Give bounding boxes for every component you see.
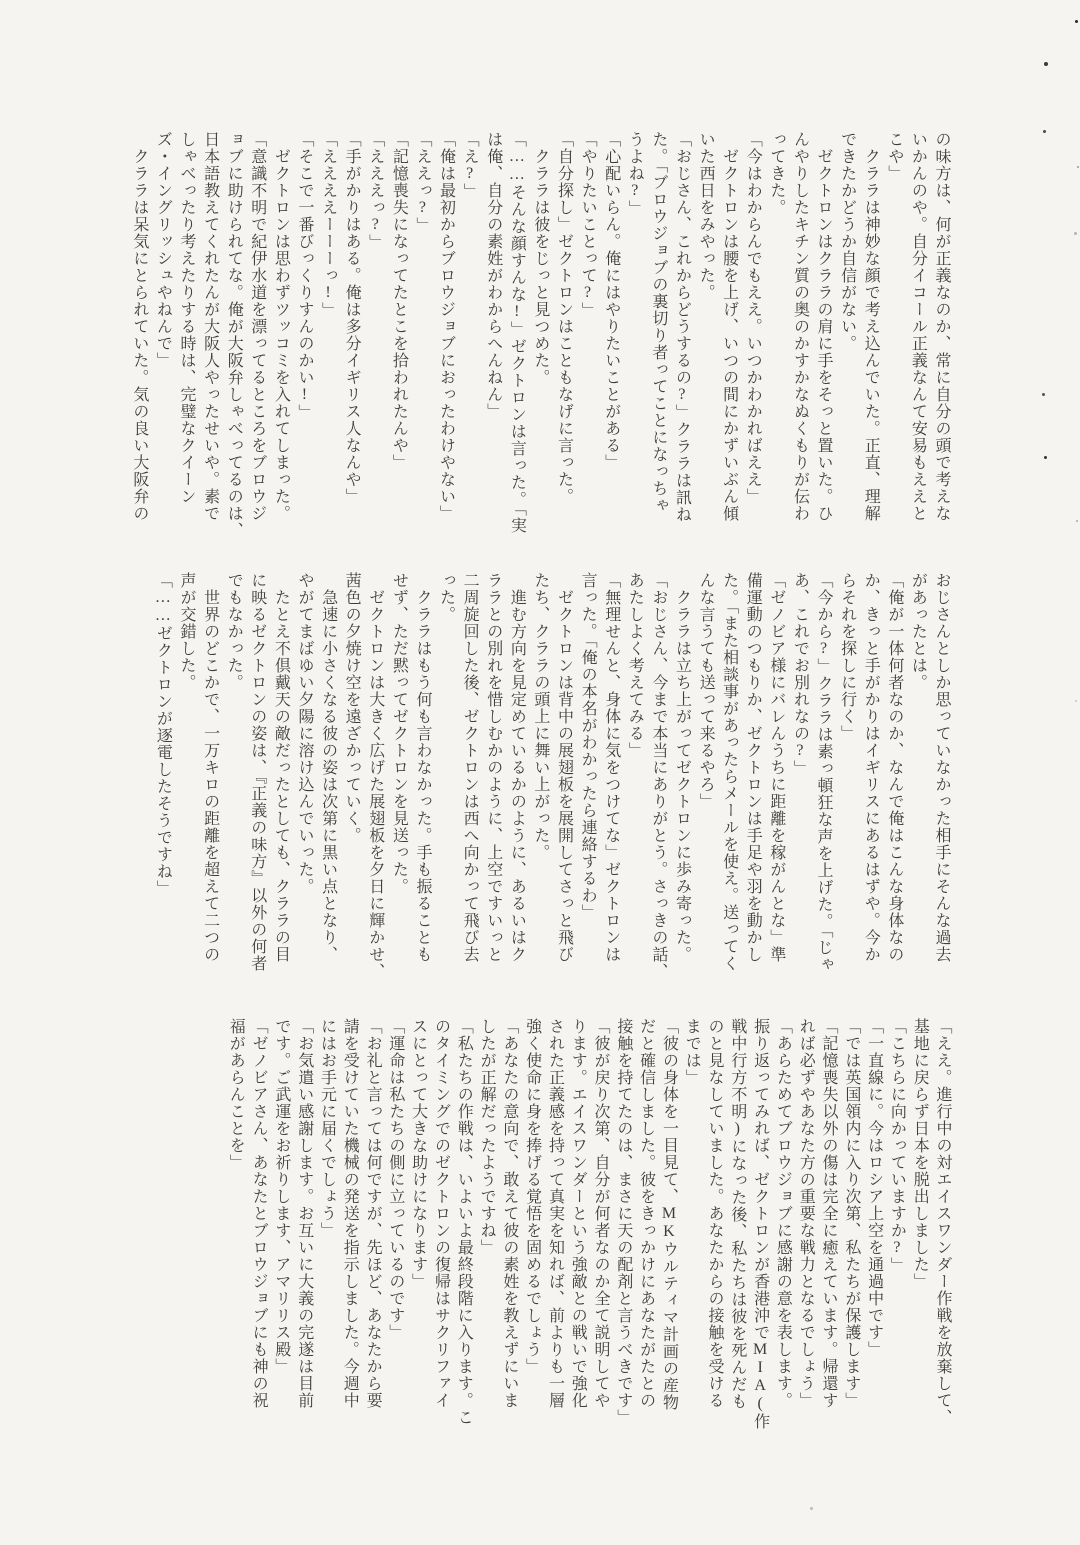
text-column: でもなかった。 bbox=[225, 572, 243, 691]
text-column: 「一直線に。今はロシア上空を通過中です」 bbox=[865, 1018, 883, 1358]
text-column: 「ええ。進行中の対エイスワンダー作戦を放棄して、 bbox=[934, 1018, 951, 1426]
text-column: たとえ不倶戴天の敵だったとしても、クララの目 bbox=[272, 572, 290, 963]
text-column: 「意識不明で紀伊水道を漂ってるところをブロウジ bbox=[248, 131, 266, 522]
text-column: 「ゼノビア様にバレんうちに距離を稼がんとな」準 bbox=[767, 572, 785, 963]
text-column: 「今から?」クララは素っ頓狂な声を上げた。「じゃ bbox=[815, 572, 833, 973]
text-column: 「今はわからんでもええ。いつかわかればええ」 bbox=[744, 131, 762, 505]
text-column: 二周旋回した後、ゼクトロンは西へ向かって飛び去 bbox=[461, 572, 479, 963]
text-column: 急速に小さくなる彼の姿は次第に黒い点となり、 bbox=[319, 572, 337, 963]
text-column: ゼクトロンは背中の展翅板を展開してさっと飛び bbox=[555, 572, 573, 963]
text-column: にはお手元に届くでしょう」 bbox=[318, 1018, 336, 1239]
text-column: クララはもう何も言わなかった。手も振ることも bbox=[413, 572, 431, 963]
text-column: のタイミングでのゼクトロンの復帰はサクリファイ bbox=[432, 1018, 450, 1409]
scan-dust-dot bbox=[1044, 456, 1047, 459]
text-band-top bbox=[127, 131, 953, 549]
text-column: 「彼の身体を一目見て、MKウルティマ計画の産物 bbox=[660, 1018, 678, 1411]
text-column: 強く使命に身を捧げる覚悟を固めるでしょう」 bbox=[523, 1018, 541, 1375]
text-column: ります。エイスワンダーという強敵との戦いで強化 bbox=[569, 1018, 587, 1409]
text-column: 茜色の夕焼け空を遠ざかっていく。 bbox=[343, 572, 361, 844]
text-column: 「あなたの意向で、敢えて彼の素姓を教えずにいま bbox=[500, 1018, 518, 1409]
text-column: か、きっと手がかりはイギリスにあるはずや。今か bbox=[862, 572, 880, 963]
text-column: あ、これでお別れなの?」 bbox=[791, 572, 809, 777]
text-column: 「記憶喪失になってたとこを拾われたんや」 bbox=[390, 131, 408, 471]
text-column: 「記憶喪失以外の傷は完全に癒えています。帰還す bbox=[820, 1018, 838, 1409]
text-column: らそれを探しに行く」 bbox=[838, 572, 856, 742]
text-column: おじさんとしか思っていなかった相手にそんな過去 bbox=[933, 572, 950, 963]
text-column: ゼクトロンはクララの肩に手をそっと置いた。ひ bbox=[815, 131, 833, 522]
text-column: 日本語教えてくれたんが大阪人やったせいや。素で bbox=[201, 131, 219, 522]
text-column: 「私たちの作戦は、いよいよ最終段階に入ります。こ bbox=[455, 1018, 473, 1426]
text-column: したが正解だったようですね」 bbox=[478, 1018, 496, 1256]
text-column: ゼクトロンは大きく広げた展翅板を夕日に輝かせ、 bbox=[366, 572, 384, 980]
text-column: 「こちらに向かっていますか?」 bbox=[888, 1018, 906, 1274]
scan-dust-dot bbox=[1042, 393, 1045, 396]
text-column: いた西日をみやった。 bbox=[697, 131, 715, 301]
text-column: ゼクトロンは思わずツッコミを入れてしまった。 bbox=[272, 131, 290, 522]
text-column: あたしよく考えてみる」 bbox=[626, 572, 644, 759]
text-column: 「では英国領内に入り次第、私たちが保護します」 bbox=[842, 1018, 860, 1409]
text-column: 「えええっ?」 bbox=[366, 131, 384, 251]
text-column: 「俺は最初からブロウジョブにおったわけやない」 bbox=[437, 131, 455, 522]
text-column: クララは呆気にとられていた。気の良い大阪弁の bbox=[130, 131, 148, 522]
text-column: ってきた。 bbox=[767, 131, 785, 216]
text-column: 「自分探し」ゼクトロンはこともなげに言った。 bbox=[555, 131, 573, 505]
text-band-bottom bbox=[224, 1018, 954, 1454]
scan-dust-dot bbox=[1075, 700, 1077, 702]
text-column: しゃべったり考えたりする時は、完璧なクイーン bbox=[178, 131, 195, 505]
text-band-middle bbox=[151, 572, 953, 990]
text-column: 「ええええーーーっ!」 bbox=[319, 131, 337, 319]
scan-dust-dot bbox=[1044, 62, 1048, 66]
text-column: に映るゼクトロンの姿は、『正義の味方』以外の何者 bbox=[248, 572, 266, 972]
text-column: ララとの別れを惜しむかのように、上空ですいっと bbox=[484, 572, 502, 963]
text-column: ゼクトロンは腰を上げ、いつの間にかずいぶん傾 bbox=[720, 131, 738, 522]
text-column: クララは立ち上がってゼクトロンに歩み寄った。 bbox=[673, 572, 691, 963]
text-column: された正義感を持って真実を知れば、前よりも一層 bbox=[546, 1018, 564, 1409]
text-column: こや」 bbox=[885, 131, 903, 182]
text-column: せず、ただ黙ってゼクトロンを見送った。 bbox=[390, 572, 408, 895]
scan-dust-dot bbox=[1043, 130, 1046, 133]
text-column: 「おじさん、これからどうするの?」クララは訊ね bbox=[673, 131, 691, 523]
text-column: できたかどうか自信がない。 bbox=[838, 131, 856, 352]
text-column: 「お気遣い感謝します。お互いに大義の完遂は目前 bbox=[295, 1018, 313, 1409]
text-column: 「運命は私たちの側に立っているのです」 bbox=[386, 1018, 404, 1341]
text-column: 請を受けていた機械の発送を指示しました。今週中 bbox=[341, 1018, 359, 1409]
scan-dust-dot bbox=[1076, 520, 1078, 522]
text-column: 「彼が戻り次第、自分が何者なのか全て説明してや bbox=[592, 1018, 610, 1409]
text-column: のと見なしていました。あなたからの接触を受ける bbox=[706, 1018, 724, 1409]
text-column: 「おじさん、今まで本当にありがとう。さっきの話、 bbox=[649, 572, 667, 980]
text-column: までは」 bbox=[683, 1018, 701, 1086]
text-column: 振り返ってみれば、ゼクトロンが香港沖でMIA(作 bbox=[751, 1018, 769, 1430]
text-column: 「え?」 bbox=[461, 131, 479, 200]
text-column: 「心配いらん。俺にはやりたいことがある」 bbox=[602, 131, 620, 471]
scan-dust-dot bbox=[1074, 232, 1077, 235]
text-column: スにとって大きな助けになります」 bbox=[409, 1018, 427, 1290]
text-column: 戦中行方不明)になった後、私たちは彼を死んだも bbox=[728, 1018, 746, 1410]
text-column: た。「また相談事があったらメールを使え。送ってく bbox=[720, 572, 738, 972]
text-column: クララは神妙な顔で考え込んでいた。正直、理解 bbox=[862, 131, 880, 522]
text-column: たち、クララの頭上に舞い上がった。 bbox=[531, 572, 549, 861]
text-column: クララは彼をじっと見つめた。 bbox=[531, 131, 549, 386]
text-column: いかんのや。自分イコール正義なんて安易もええと bbox=[909, 131, 927, 522]
text-column: 「ゼノビアさん、あなたとブロウジョブにも神の祝 bbox=[250, 1018, 268, 1409]
text-column: んな言うても送って来るやろ」 bbox=[697, 572, 715, 810]
text-column: 言った。「俺の本名がわかったら連絡するわ」 bbox=[579, 572, 597, 921]
text-column: の味方は、何が正義なのか、常に自分の頭で考えな bbox=[933, 131, 950, 522]
text-column: があったとは。 bbox=[909, 572, 927, 691]
scan-dust-dot bbox=[810, 1507, 813, 1510]
text-column: 「……ゼクトロンが逐電したそうですね」 bbox=[154, 572, 172, 897]
text-column: 接触を持てたのは、まさに天の配剤と言うべきです」 bbox=[614, 1018, 632, 1426]
text-column: 「無理せんと、身体に気をつけてな」ゼクトロンは bbox=[602, 572, 620, 963]
text-column: んやりしたキチン質の奥のかすかなぬくもりが伝わ bbox=[791, 131, 809, 522]
text-column: 進む方向を見定めているかのように、あるいはク bbox=[508, 572, 526, 963]
scan-dust-dot bbox=[1075, 20, 1078, 23]
text-column: 基地に戻らず日本を脱出しました」 bbox=[911, 1018, 929, 1290]
text-column: 「……そんな顔すんな!」ゼクトロンは言った。「実 bbox=[508, 131, 526, 534]
scan-dust-dot bbox=[1077, 166, 1079, 168]
text-column: 「手がかりはある。俺は多分イギリス人なんや」 bbox=[343, 131, 361, 505]
text-column: ョブに助けられてな。俺が大阪弁しゃべってるのは、 bbox=[225, 131, 243, 539]
text-column: 世界のどこかで、一万キロの距離を超えて二つの bbox=[201, 572, 219, 963]
text-column: 声が交錯した。 bbox=[178, 572, 195, 691]
text-column: うよね?」 bbox=[626, 131, 644, 217]
text-column: った。 bbox=[437, 572, 455, 623]
text-column: やがてまばゆい夕陽に溶け込んでいった。 bbox=[295, 572, 313, 895]
text-column: です。ご武運をお祈りします、アマリリス殿」 bbox=[272, 1018, 290, 1375]
text-column: 「ええっ?」 bbox=[413, 131, 431, 234]
text-column: 「お礼と言っては何ですが、先ほど、あなたから要 bbox=[364, 1018, 382, 1409]
text-column: 福があらんことを」 bbox=[227, 1018, 245, 1171]
text-column: 「やりたいことって?」 bbox=[579, 131, 597, 319]
text-column: だと確信しました。彼をきっかけにあなたがたとの bbox=[637, 1018, 655, 1409]
text-column: は俺、自分の素姓がわからへんねん」 bbox=[484, 131, 502, 420]
text-column: ズ・イングリッシュやねんで」 bbox=[154, 131, 172, 369]
text-column: れば必ずやあなた方の重要な戦力となるでしょう」 bbox=[797, 1018, 815, 1409]
text-column: 「俺が一体何者なのか、なんで俺はこんな身体なの bbox=[885, 572, 903, 963]
text-column: 「そこで一番びっくりすんのかい!」 bbox=[295, 131, 313, 421]
text-column: 「あらためてブロウジョブに感謝の意を表します。 bbox=[774, 1018, 792, 1409]
text-column: 備運動のつもりか、ゼクトロンは手足や羽を動かし bbox=[744, 572, 762, 963]
text-column: た。「ブロウジョブの裏切り者ってことになっちゃ bbox=[649, 131, 667, 514]
